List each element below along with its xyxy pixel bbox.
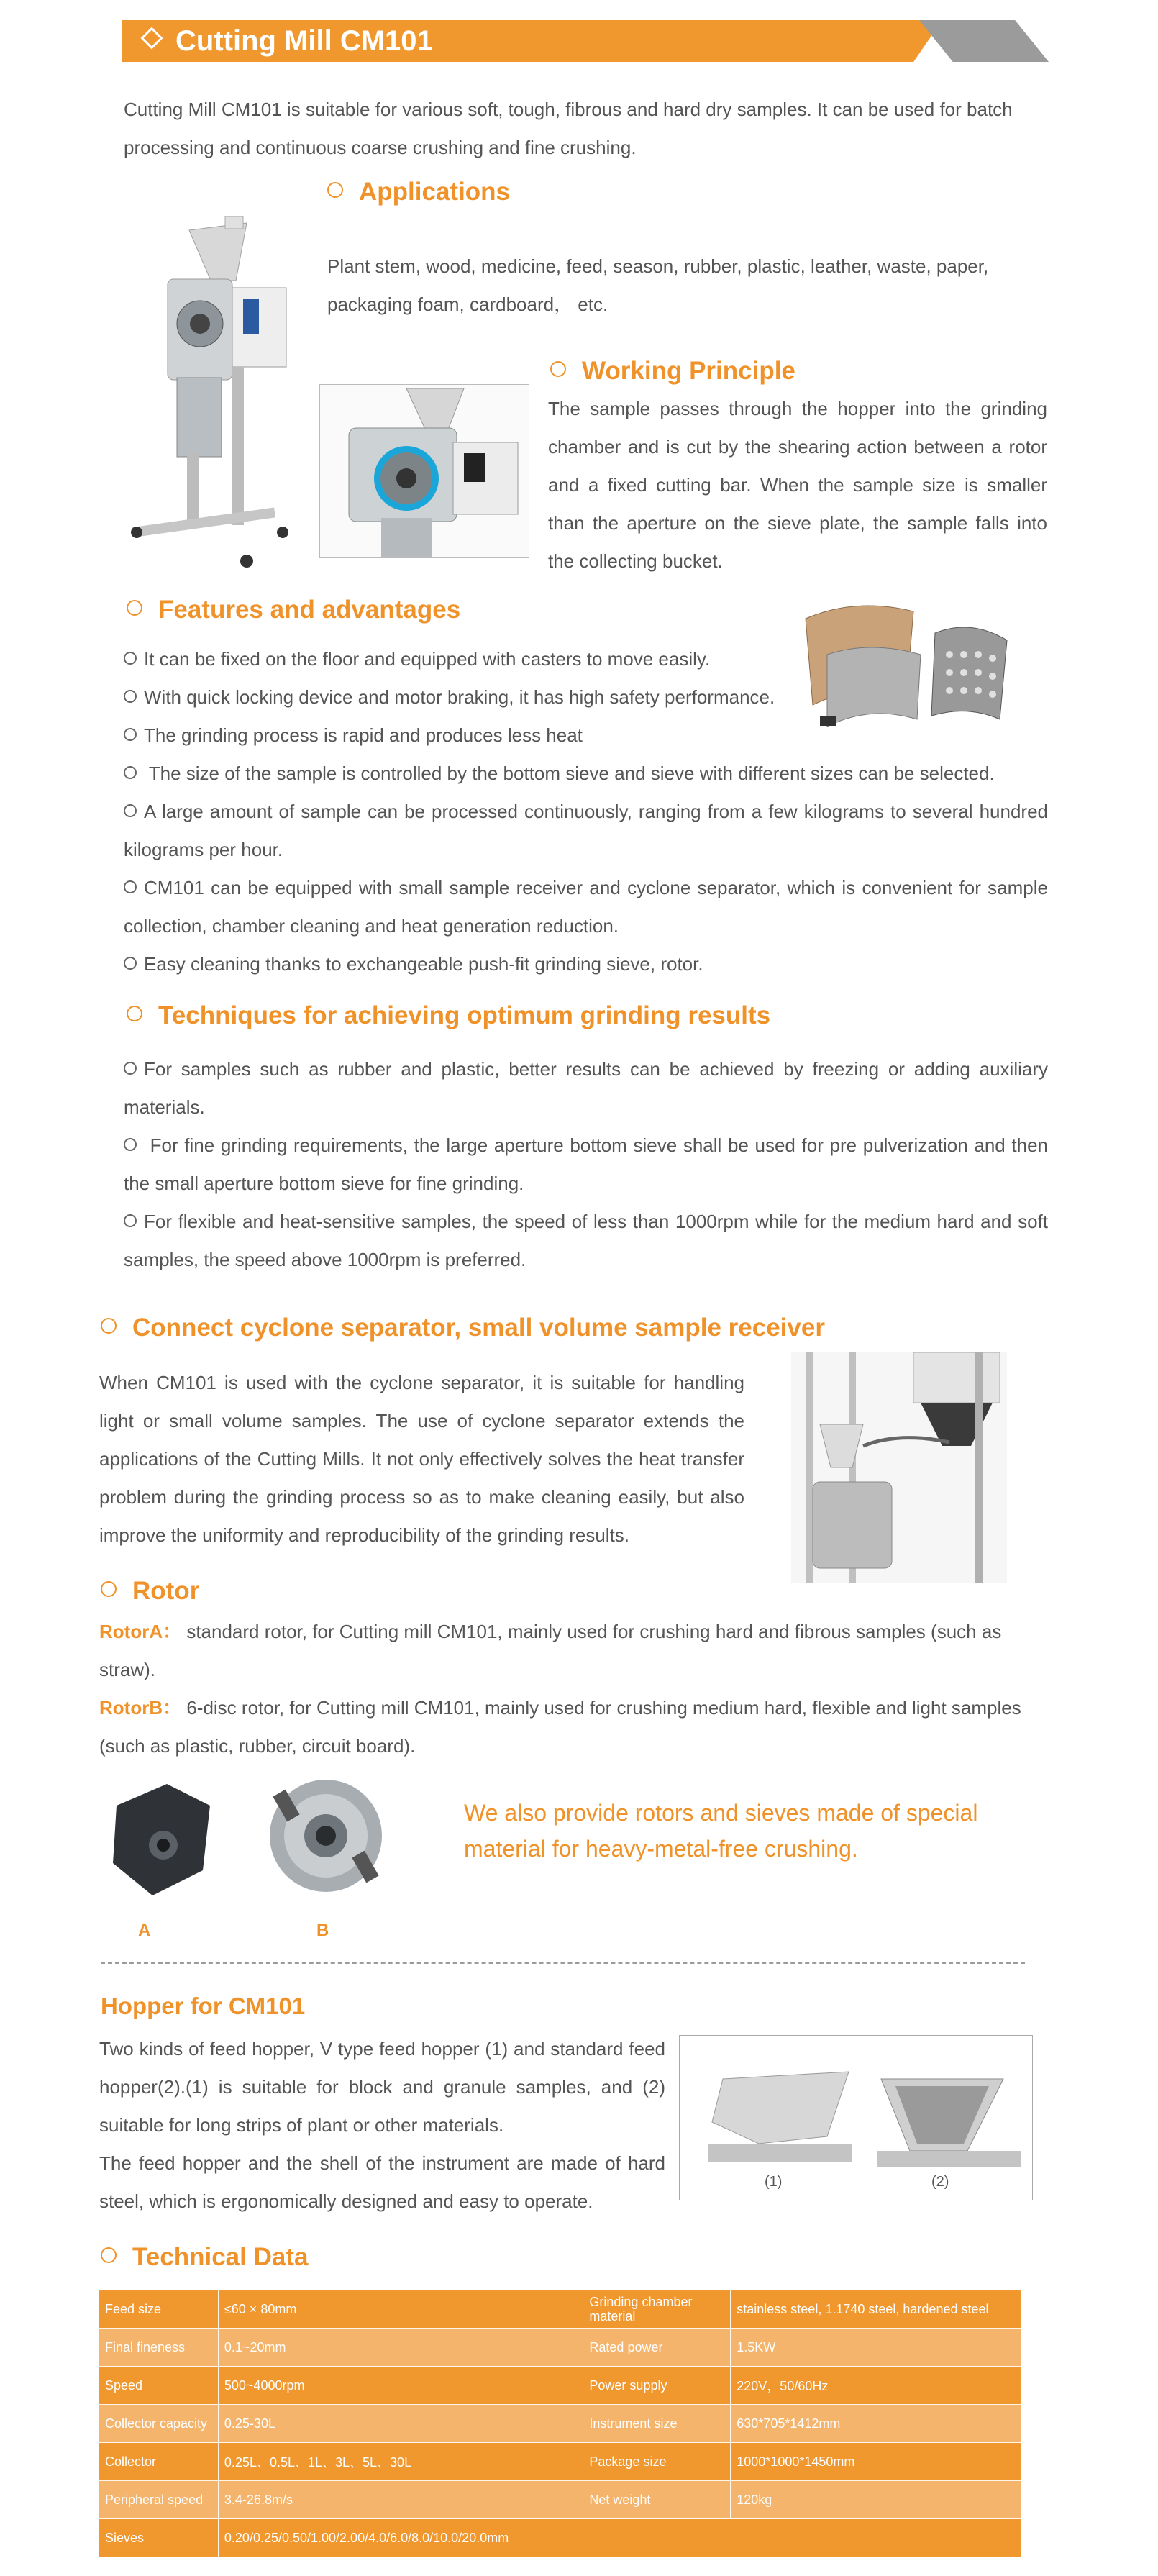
feature-item (124, 678, 1048, 716)
diamond-icon (140, 27, 163, 49)
techniques-title: Techniques for achieving optimum grinding results (158, 1001, 771, 1029)
table-cell: Peripheral speed (99, 2481, 219, 2519)
table-cell: Instrument size (583, 2405, 731, 2443)
table-cell: Collector (99, 2443, 219, 2481)
feature-item (124, 945, 1048, 983)
promo-text: We also provide rotors and sieves made of special material for heavy-metal-free crushing. (464, 1800, 978, 1862)
features-title: Features and advantages (158, 596, 461, 624)
table-cell: 220V，50/60Hz (731, 2367, 1021, 2405)
table-row (99, 2329, 1021, 2367)
circle-bullet-icon (101, 1318, 117, 1334)
circle-bullet-icon (124, 880, 137, 893)
table-row (99, 2443, 1021, 2481)
feature-item-text: CM101 can be equipped with small sample receiver and cyclone separator, which is convenient for sample collection, chamber cleaning and heat generation reduction. (124, 877, 1048, 937)
table-cell: 0.25-30L (218, 2405, 583, 2443)
rotor-a-image (102, 1777, 217, 1899)
rotor-b-caption: B (316, 1921, 329, 1940)
technical-heading (101, 2243, 308, 2272)
table-row (99, 2367, 1021, 2405)
rotor-heading (101, 1577, 199, 1606)
technical-data-table (99, 2290, 1021, 2557)
table-cell: Rated power (583, 2329, 731, 2367)
hopper-caption-1: (1) (765, 2174, 783, 2190)
header-accent-shape (919, 20, 1049, 62)
rotor-a-text (99, 1613, 1027, 1689)
table-cell: 3.4-26.8m/s (218, 2481, 583, 2519)
intro-text: Cutting Mill CM101 is suitable for various soft, tough, fibrous and hard dry samples. It can be used for batch processing and continuous coarse crushing and fine crushing. (124, 99, 1013, 158)
circle-bullet-icon (124, 957, 137, 970)
applications-heading (327, 178, 510, 206)
feature-item-text: The grinding process is rapid and produces less heat (144, 724, 583, 746)
grinding-chamber-image (319, 384, 529, 558)
techniques-list (124, 1050, 1048, 1279)
circle-bullet-icon (124, 690, 137, 703)
circle-bullet-icon (101, 1581, 117, 1597)
circle-bullet-icon (124, 766, 137, 779)
feature-item-text: With quick locking device and motor braking, it has high safety performance. (144, 686, 775, 708)
circle-bullet-icon (124, 652, 137, 665)
hopper-text (99, 2030, 665, 2221)
technique-item (124, 1127, 1048, 1203)
table-cell: 0.20/0.25/0.50/1.00/2.00/4.0/6.0/8.0/10.0/20.0mm (218, 2519, 1021, 2557)
table-cell: Package size (583, 2443, 731, 2481)
circle-bullet-icon (124, 1214, 137, 1227)
technical-title: Technical Data (132, 2243, 309, 2271)
hopper-text-2: The feed hopper and the shell of the instrument are made of hard steel, which is ergonomically designed and easy to operate. (99, 2152, 665, 2212)
machine-image (128, 216, 315, 575)
rotor-a-caption: A (138, 1921, 151, 1940)
hopper-caption-2: (2) (931, 2174, 949, 2190)
working-principle-heading (550, 357, 795, 386)
circle-bullet-icon (127, 600, 142, 616)
circle-bullet-icon (124, 1138, 137, 1151)
table-cell: Net weight (583, 2481, 731, 2519)
techniques-heading (127, 1001, 770, 1030)
page-title-text: Cutting Mill CM101 (175, 25, 433, 57)
feature-item (124, 755, 1048, 793)
table-cell: 500~4000rpm (218, 2367, 583, 2405)
table-cell: Power supply (583, 2367, 731, 2405)
feature-item-text: It can be fixed on the floor and equipped with casters to move easily. (144, 648, 711, 670)
table-cell: 0.1~20mm (218, 2329, 583, 2367)
hopper-text-1: Two kinds of feed hopper, V type feed hopper (1) and standard feed hopper(2).(1) is suitable for block and granule samples, and (2) suitable for long strips of plant or other materials. (99, 2038, 665, 2136)
rotor-b-text (99, 1689, 1027, 1765)
features-heading (127, 596, 460, 624)
table-cell: Speed (99, 2367, 219, 2405)
table-row (99, 2519, 1021, 2557)
rotor-a-label: RotorA： (99, 1621, 182, 1642)
technique-item (124, 1203, 1048, 1279)
feature-item-text: The size of the sample is controlled by the bottom sieve and sieve with different sizes can be selected. (144, 763, 995, 784)
table-row (99, 2481, 1021, 2519)
circle-bullet-icon (124, 728, 137, 741)
table-cell: 630*705*1412mm (731, 2405, 1021, 2443)
page-title (144, 20, 433, 62)
cyclone-separator-image (791, 1352, 1007, 1583)
working-principle-text: The sample passes through the hopper into the grinding chamber and is cut by the shearing action between a rotor and a fixed cutting bar. When the sample size is smaller than the aperture on the sieve plate, the sample falls into the collecting bucket. (548, 398, 1047, 572)
table-cell: Sieves (99, 2519, 219, 2557)
table-cell: 1000*1000*1450mm (731, 2443, 1021, 2481)
table-cell: Grinding chamber material (583, 2290, 731, 2329)
technique-item-text: For flexible and heat-sensitive samples, the speed of less than 1000rpm while for the medium hard and soft samples, the speed above 1000rpm is preferred. (124, 1211, 1048, 1270)
hopper-image (679, 2035, 1033, 2200)
feature-item (124, 640, 1048, 678)
feature-item (124, 869, 1048, 945)
cyclone-title: Connect cyclone separator, small volume sample receiver (132, 1314, 825, 1342)
rotor-title: Rotor (132, 1577, 200, 1605)
circle-bullet-icon (550, 361, 566, 377)
table-cell: 120kg (731, 2481, 1021, 2519)
table-cell: Feed size (99, 2290, 219, 2329)
feature-item-text: A large amount of sample can be processed continuously, ranging from a few kilograms to several hundred kilograms per hour. (124, 801, 1048, 860)
circle-bullet-icon (327, 182, 343, 198)
technique-item-text: For samples such as rubber and plastic, better results can be achieved by freezing or adding auxiliary materials. (124, 1058, 1048, 1118)
table-cell: Final fineness (99, 2329, 219, 2367)
table-cell: 0.25L、0.5L、1L、3L、5L、30L (218, 2443, 583, 2481)
rotor-a-description: standard rotor, for Cutting mill CM101, mainly used for crushing hard and fibrous samples (such as straw). (99, 1621, 1002, 1680)
feature-item (124, 716, 1048, 755)
table-cell: 1.5KW (731, 2329, 1021, 2367)
table-cell: Collector capacity (99, 2405, 219, 2443)
applications-text: Plant stem, wood, medicine, feed, season, rubber, plastic, leather, waste, paper, packaging foam, cardboard， etc. (327, 255, 989, 315)
applications-title: Applications (359, 178, 511, 206)
table-row (99, 2405, 1021, 2443)
feature-item (124, 793, 1048, 869)
feature-item-text: Easy cleaning thanks to exchangeable push-fit grinding sieve, rotor. (144, 953, 703, 975)
section-divider (101, 1962, 1025, 1964)
circle-bullet-icon (127, 1006, 142, 1021)
circle-bullet-icon (124, 1062, 137, 1075)
features-list (124, 640, 1048, 983)
table-cell: ≤60 × 80mm (218, 2290, 583, 2329)
technique-item-text: For fine grinding requirements, the large aperture bottom sieve shall be used for pre pulverization and then the small aperture bottom sieve for fine grinding. (124, 1134, 1048, 1194)
hopper-title: Hopper for CM101 (101, 1993, 306, 2019)
table-cell: stainless steel, 1.1740 steel, hardened steel (731, 2290, 1021, 2329)
table-row (99, 2290, 1021, 2329)
rotor-b-image (265, 1773, 387, 1899)
rotor-b-label: RotorB： (99, 1697, 182, 1719)
technique-item (124, 1050, 1048, 1127)
circle-bullet-icon (124, 804, 137, 817)
cyclone-text: When CM101 is used with the cyclone separator, it is suitable for handling light or small volume samples. The use of cyclone separator extends the applications of the Cutting Mills. It not only effectively solves the heat transfer problem during the grinding process so as to make cleaning easily, but also improve the uniformity and reproducibility of the grinding results. (99, 1372, 744, 1546)
circle-bullet-icon (101, 2247, 117, 2263)
cyclone-heading (101, 1314, 825, 1342)
rotor-b-description: 6-disc rotor, for Cutting mill CM101, mainly used for crushing medium hard, flexible and light samples (such as plastic, rubber, circuit board). (99, 1697, 1021, 1757)
working-principle-title: Working Principle (582, 357, 795, 385)
